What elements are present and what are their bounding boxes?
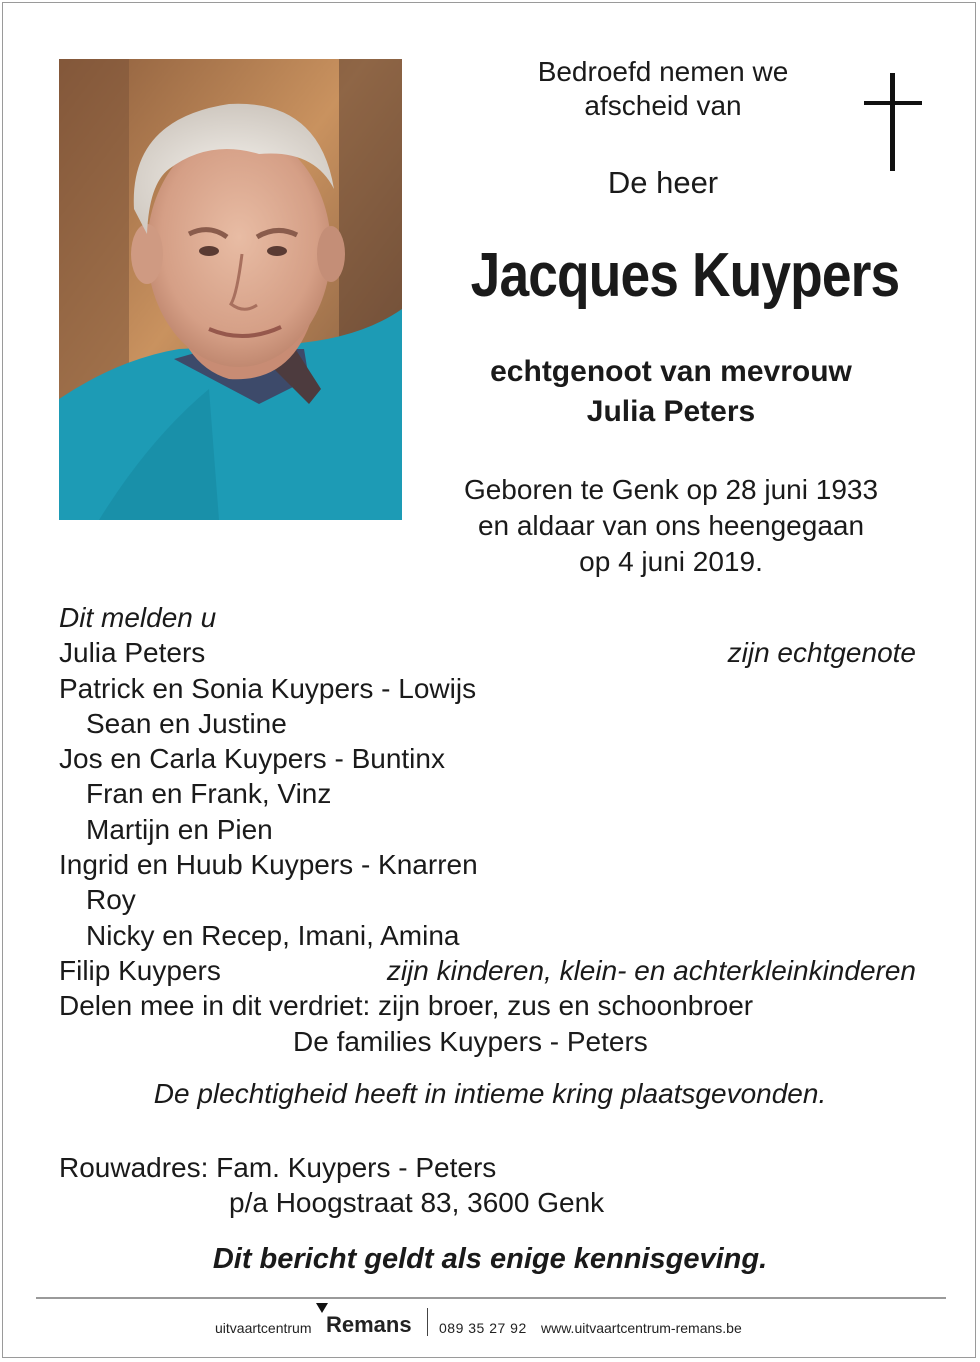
birth-death-info	[420, 472, 922, 580]
family-spouse-row	[59, 635, 916, 670]
spouse-info	[430, 352, 912, 432]
address-line-1: Rouwadres: Fam. Kuypers - Peters	[59, 1152, 497, 1183]
cross-icon	[864, 73, 922, 171]
family-member: Filip Kuypers	[59, 954, 221, 986]
portrait-photo	[59, 59, 402, 520]
footer	[215, 1302, 815, 1342]
family-list	[59, 600, 916, 1059]
address-line-2: p/a Hoogstraat 83, 3600 Genk	[229, 1187, 605, 1218]
born-line-3: op 4 juni 2019.	[579, 546, 763, 577]
mourning-address	[59, 1150, 604, 1220]
footer-brand-small: uitvaartcentrum	[215, 1320, 312, 1336]
footer-website[interactable]: www.uitvaartcentrum-remans.be	[541, 1320, 742, 1336]
family-member: Martijn en Pien	[86, 813, 273, 845]
deceased-name: Jacques Kuypers	[470, 241, 900, 310]
intro-line-1: Bedroefd nemen we	[537, 56, 789, 87]
family-sharing: Delen mee in dit verdriet: zijn broer, zus en schoonbroer	[59, 990, 754, 1022]
footer-phone: 089 35 27 92	[439, 1320, 527, 1336]
divider	[36, 1297, 946, 1299]
family-children-row	[59, 953, 916, 988]
family-families: De families Kuypers - Peters	[293, 1025, 648, 1057]
family-children-role: zijn kinderen, klein- en achterkleinkinderen	[386, 954, 916, 986]
family-member: Sean en Justine	[86, 707, 287, 739]
family-member: Jos en Carla Kuypers - Buntinx	[59, 743, 445, 775]
intro-line-2: afscheid van	[584, 90, 742, 121]
honorific: De heer	[607, 165, 719, 200]
footer-separator	[427, 1308, 428, 1336]
family-member: Fran en Frank, Vinz	[86, 778, 332, 810]
born-line-2: en aldaar van ons heengegaan	[477, 510, 865, 541]
family-opening: Dit melden u	[59, 602, 217, 633]
spouse-line-1: echtgenoot van mevrouw	[490, 355, 852, 388]
family-families-row	[59, 1024, 916, 1059]
family-spouse-name: Julia Peters	[59, 637, 206, 669]
ceremony-note: De plechtigheid heeft in intieme kring plaatsgevonden.	[153, 1078, 827, 1109]
spouse-line-2: Julia Peters	[586, 395, 756, 428]
family-member: Ingrid en Huub Kuypers - Knarren	[59, 849, 478, 881]
footer-brand-large: Remans	[326, 1312, 412, 1337]
family-member: Roy	[86, 884, 136, 916]
intro-text	[500, 55, 826, 123]
notice-text: Dit bericht geldt als enige kennisgeving.	[212, 1243, 768, 1275]
family-member: Nicky en Recep, Imani, Amina	[86, 919, 460, 951]
family-spouse-role: zijn echtgenote	[727, 637, 916, 669]
born-line-1: Geboren te Genk op 28 juni 1933	[463, 474, 879, 505]
family-member: Patrick en Sonia Kuypers - Lowijs	[59, 672, 477, 704]
